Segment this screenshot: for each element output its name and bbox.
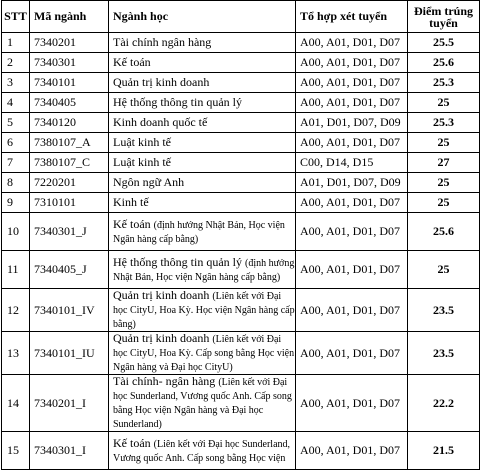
row-code: 7340301: [30, 53, 109, 73]
major-name: Hệ thống thông tin quản lý: [113, 254, 242, 269]
major-name: Quản trị kinh doanh: [113, 331, 210, 345]
major-name: Quản trị kinh doanh: [113, 288, 210, 302]
row-combo: A00, A01, D01, D07: [296, 133, 408, 153]
header-major: Ngành học: [109, 1, 296, 33]
admission-scores-table: [1, 0, 480, 470]
row-major: [109, 289, 296, 332]
row-stt: 4: [2, 93, 30, 113]
row-stt: 14: [2, 375, 30, 432]
row-stt: 12: [2, 289, 30, 332]
row-code: 7220201: [30, 173, 109, 193]
row-code: 7340201_I: [30, 375, 109, 432]
row-score: 25: [408, 251, 480, 289]
row-code: 7340301_I: [30, 432, 109, 470]
row-stt: 2: [2, 53, 30, 73]
row-code: 7340101: [30, 73, 109, 93]
table-body: [2, 33, 480, 470]
table-row: [2, 173, 480, 193]
row-stt: 13: [2, 332, 30, 375]
major-name: Luật kinh tế: [113, 155, 171, 169]
table-row: [2, 33, 480, 53]
row-stt: 6: [2, 133, 30, 153]
row-major: [109, 73, 296, 93]
row-major: [109, 251, 296, 289]
row-code: 7380107_C: [30, 153, 109, 173]
row-major: [109, 332, 296, 375]
row-combo: A01, D01, D07, D09: [296, 173, 408, 193]
row-score: 25.3: [408, 113, 480, 133]
major-name: Kế toán: [113, 216, 151, 231]
major-name: Luật kinh tế: [113, 135, 171, 149]
major-name: Kế toán: [113, 55, 151, 69]
row-stt: 11: [2, 251, 30, 289]
row-major: [109, 213, 296, 251]
row-major: [109, 153, 296, 173]
row-score: 23.5: [408, 289, 480, 332]
table-row: [2, 113, 480, 133]
row-combo: A00, A01, D01, D07: [296, 251, 408, 289]
row-combo: A00, A01, D01, D07: [296, 375, 408, 432]
header-score: Điểm trúng tuyển: [408, 1, 480, 33]
row-score: 25.6: [408, 53, 480, 73]
row-major: [109, 432, 296, 470]
row-major: [109, 133, 296, 153]
row-stt: 8: [2, 173, 30, 193]
table-row: [2, 73, 480, 93]
row-combo: A00, A01, D01, D07: [296, 93, 408, 113]
row-major: [109, 173, 296, 193]
table-header-row: [2, 1, 480, 33]
row-code: 7340201: [30, 33, 109, 53]
row-combo: A00, A01, D01, D07: [296, 213, 408, 251]
major-name: Kinh doanh quốc tế: [113, 115, 208, 129]
major-note: (Liên kết với Đại học CityU, Hoa Kỳ. Cấp song bằng Học viện Ngân hàng và Đại học CityU): [113, 334, 295, 373]
row-code: 7340405_J: [30, 251, 109, 289]
row-code: 7340101_IV: [30, 289, 109, 332]
row-stt: 7: [2, 153, 30, 173]
major-name: Hệ thống thông tin quản lý: [113, 95, 242, 109]
row-score: 21.5: [408, 432, 480, 470]
table-row: [2, 251, 480, 289]
row-combo: A00, A01, D01, D07: [296, 33, 408, 53]
major-note: (Liên kết với Đại học Sunderland, Vương quốc Anh. Cấp song bằng Học viện Ngân hàng và Đại học Sunderland): [113, 377, 292, 430]
major-name: Tài chính ngân hàng: [113, 35, 212, 49]
row-score: 25.6: [408, 213, 480, 251]
major-name: Kế toán: [113, 435, 151, 450]
header-code: Mã ngành: [30, 1, 109, 33]
major-note: (Liên kết với Đại học Sunderland, Vương quốc Anh. Cấp song bằng Học viện: [113, 438, 291, 464]
row-combo: A00, A01, D01, D07: [296, 193, 408, 213]
row-combo: A00, A01, D01, D07: [296, 289, 408, 332]
row-score: 25: [408, 193, 480, 213]
header-stt: STT: [2, 1, 30, 33]
row-combo: A00, A01, D01, D07: [296, 53, 408, 73]
row-combo: A00, A01, D01, D07: [296, 332, 408, 375]
major-name: Kinh tế: [113, 195, 149, 209]
table-row: [2, 332, 480, 375]
table-row: [2, 432, 480, 470]
row-score: 25: [408, 93, 480, 113]
row-major: [109, 93, 296, 113]
row-code: 7340301_J: [30, 213, 109, 251]
row-major: [109, 33, 296, 53]
major-name: Tài chính- ngân hàng: [113, 374, 216, 388]
major-name: Quản trị kinh doanh: [113, 75, 210, 89]
row-score: 25.3: [408, 73, 480, 93]
table-row: [2, 375, 480, 432]
table-row: [2, 53, 480, 73]
row-combo: C00, D14, D15: [296, 153, 408, 173]
row-score: 22.2: [408, 375, 480, 432]
table-row: [2, 213, 480, 251]
table-row: [2, 93, 480, 113]
row-score: 25.5: [408, 33, 480, 53]
header-combo: Tổ hợp xét tuyển: [296, 1, 408, 33]
row-code: 7380107_A: [30, 133, 109, 153]
row-combo: A00, A01, D01, D07: [296, 73, 408, 93]
major-note: (định hướng Nhật Bản, Học viện Ngân hàng cấp bằng): [113, 219, 285, 245]
row-stt: 5: [2, 113, 30, 133]
row-score: 23.5: [408, 332, 480, 375]
table-row: [2, 153, 480, 173]
row-combo: A01, D01, D07, D09: [296, 113, 408, 133]
row-major: [109, 53, 296, 73]
row-stt: 1: [2, 33, 30, 53]
row-combo: A00, A01, D01, D07: [296, 432, 408, 470]
row-stt: 15: [2, 432, 30, 470]
row-score: 25: [408, 133, 480, 153]
row-code: 7340101_IU: [30, 332, 109, 375]
row-stt: 9: [2, 193, 30, 213]
row-score: 27: [408, 153, 480, 173]
major-note: (Liên kết với Đại học CityU, Hoa Kỳ. Học viện Ngân hàng cấp bằng): [113, 291, 295, 330]
major-name: Ngôn ngữ Anh: [113, 175, 185, 189]
table-row: [2, 133, 480, 153]
table-row: [2, 289, 480, 332]
row-code: 7340405: [30, 93, 109, 113]
row-code: 7310101: [30, 193, 109, 213]
row-major: [109, 193, 296, 213]
row-score: 25: [408, 173, 480, 193]
row-stt: 3: [2, 73, 30, 93]
row-major: [109, 113, 296, 133]
row-stt: 10: [2, 213, 30, 251]
table-row: [2, 193, 480, 213]
row-major: [109, 375, 296, 432]
row-code: 7340120: [30, 113, 109, 133]
major-note: (định hướng Nhật Bản, Học viện Ngân hàng cấp bằng): [113, 257, 295, 283]
